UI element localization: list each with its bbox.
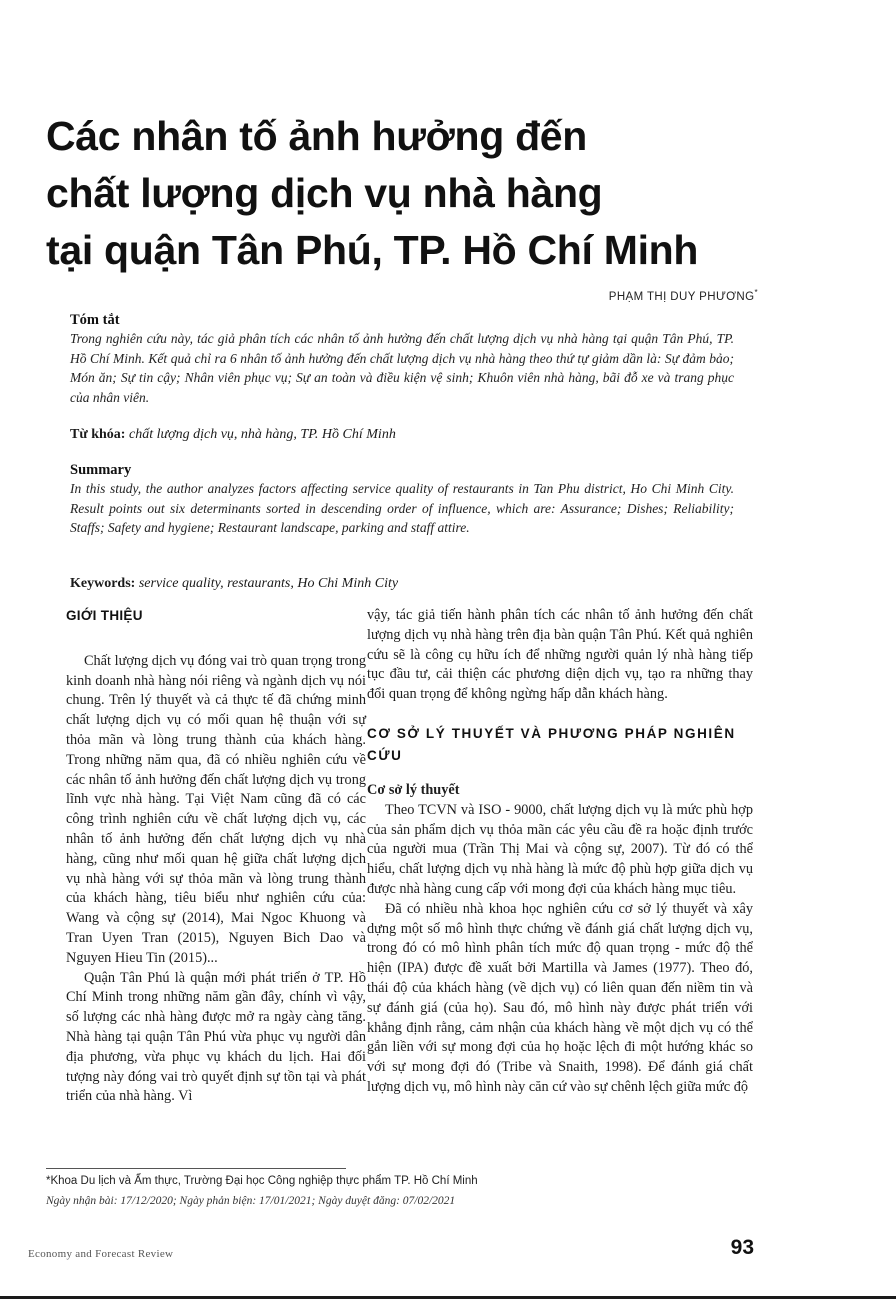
journal-name: Economy and Forecast Review [28,1248,174,1260]
footnote-divider [46,1168,346,1169]
keywords-vi-text: chất lượng dịch vụ, nhà hàng, TP. Hồ Chí Minh [128,427,396,442]
body-paragraph: Quận Tân Phú là quận mới phát triển ở TP. Hồ Chí Minh trong những năm gần đây, chính vì vậy, số lượng các nhà hàng được mở ra ngày càng tăng. Nhà hàng tại quận Tân Phú vừa phục vụ người dân địa phương, vừa phục vụ khách du lịch. Hai đối tượng này đóng vai trò quyết định sự tồn tại và phát triển của nhà hàng. Vì [66,969,366,1105]
footnote-dates: Ngày nhận bài: 17/12/2020; Ngày phản biện: 17/01/2021; Ngày duyệt đăng: 07/02/2021 [46,1195,456,1207]
abstract-en-text: In this study, the author analyzes factors affecting service quality of restaurants in Tan Phu district, Ho Chi Minh City. Result points out six determinants sorted in descending order of influence, which are: Assurance; Dishes; Reliability; Staffs; Safety and hygiene; Restaurant landscape, parking and staff attire. [70,481,734,535]
abstract-vi-heading: Tóm tắt [70,312,120,328]
section-heading-introduction: GIỚI THIỆU [66,608,143,623]
keywords-en-label: Keywords: [70,576,136,591]
body-column-left [66,606,366,1107]
subsection-heading-theory: Cơ sở lý thuyết [367,781,460,798]
body-paragraph: vậy, tác giả tiến hành phân tích các nhân tố ảnh hưởng đến chất lượng dịch vụ nhà hàng trên địa bàn quận Tân Phú. Kết quả nghiên cứu sẽ là công cụ hữu ích để những người quản lý nhà hàng tiếp tục đầu tư, cải thiện các phương diện dịch vụ, tạo ra những thay đổi quan trọng để không ngừng hấp dẫn khách hàng. [367,607,753,703]
title-line: chất lượng dịch vụ nhà hàng [46,170,603,216]
body-column-right [367,606,753,1098]
abstract-en-heading: Summary [70,462,132,478]
body-paragraph: Chất lượng dịch vụ đóng vai trò quan trọng trong kinh doanh nhà hàng nói riêng và ngành dịch vụ nói chung. Trên lý thuyết và cả thực tế đã chứng minh chất lượng dịch vụ có mối quan hệ thuận với sự thỏa mãn và lòng trung thành của khách hàng. Trong những năm qua, đã có nhiều nghiên cứu về các nhân tố ảnh hưởng đến chất lượng dịch vụ trong lĩnh vực nhà hàng. Tại Việt Nam cũng đã có các công trình nghiên cứu về chất lượng dịch vụ, các nhân tố ảnh hưởng đến chất lượng dịch vụ nhà hàng, cũng như mối quan hệ giữa chất lượng dịch vụ nhà hàng với sự thỏa mãn và lòng trung thành của khách hàng, tiêu biểu như nghiên cứu của: Wang và cộng sự (2014), Mai Ngoc Khuong và Tran Uyen Tran (2015), Nguyen Bich Dao và Nguyen Hieu Tin (2015)... [66,652,366,966]
article-title [46,108,826,279]
author-footnote-mark: * [754,288,758,297]
title-line: Các nhân tố ảnh hưởng đến [46,113,588,159]
abstract-vi-text: Trong nghiên cứu này, tác giả phân tích các nhân tố ảnh hưởng đến chất lượng dịch vụ nhà hàng tại quận Tân Phú, TP. Hồ Chí Minh. Kết quả chỉ ra 6 nhân tố ảnh hưởng đến chất lượng dịch vụ nhà hàng theo thứ tự giảm dần là: Sự đảm bảo; Món ăn; Sự tin cậy; Nhân viên phục vụ; Sự an toàn và điều kiện vệ sinh; Khuôn viên nhà hàng, bãi đỗ xe và trang phục của nhân viên. [70,331,734,405]
keywords-vietnamese [70,426,734,444]
keywords-vi-label: Từ khóa: [70,427,126,442]
page-number: 93 [730,1236,754,1259]
footnote-affiliation: *Khoa Du lịch và Ẩm thực, Trường Đại học Công nghiệp thực phẩm TP. Hồ Chí Minh [46,1175,478,1187]
author-name: PHẠM THỊ DUY PHƯƠNG [608,290,755,303]
body-paragraph: Theo TCVN và ISO - 9000, chất lượng dịch vụ là mức phù hợp của sản phẩm dịch vụ thỏa mãn các yêu cầu đề ra hoặc định trước của người mua (Trần Thị Mai và cộng sự, 2007). Từ đó có thể hiểu, chất lượng dịch vụ nhà hàng là mức độ phù hợp giữa dịch vụ được nhà hàng cung cấp với mong đợi của khách hàng mục tiêu. [367,801,753,897]
keywords-en-text: service quality, restaurants, Ho Chi Minh City [138,576,399,591]
section-heading-theory-methods: CƠ SỞ LÝ THUYẾT VÀ PHƯƠNG PHÁP NGHIÊN CỨU [367,725,736,763]
bottom-border [0,1296,896,1299]
abstract-english [70,461,734,538]
body-paragraph: Đã có nhiều nhà khoa học nghiên cứu cơ sở lý thuyết và xây dựng một số mô hình thực chứng về đánh giá chất lượng dịch vụ, trong đó có mô hình phân tích mức độ quan trọng - mức độ thể hiện (IPA) được đề xuất bởi Martilla và James (1977). Theo đó, thái độ của khách hàng (về dịch vụ) có liên quan đến niềm tin và sự đánh giá (của họ). Sau đó, mô hình này được phát triển với khẳng định rằng, cảm nhận của khách hàng về một dịch vụ có thể gắn liền với sự mong đợi của họ hoặc lệch đi một hướng khác so với sự mong đợi đó (Tribe và Snaith, 1998). Để đánh giá chất lượng dịch vụ, mô hình này căn cứ vào sự chênh lệch giữa mức độ [367,900,753,1095]
abstract-vietnamese [70,311,734,407]
title-line: tại quận Tân Phú, TP. Hồ Chí Minh [46,227,699,273]
author-byline [609,288,758,303]
keywords-english [70,575,734,593]
